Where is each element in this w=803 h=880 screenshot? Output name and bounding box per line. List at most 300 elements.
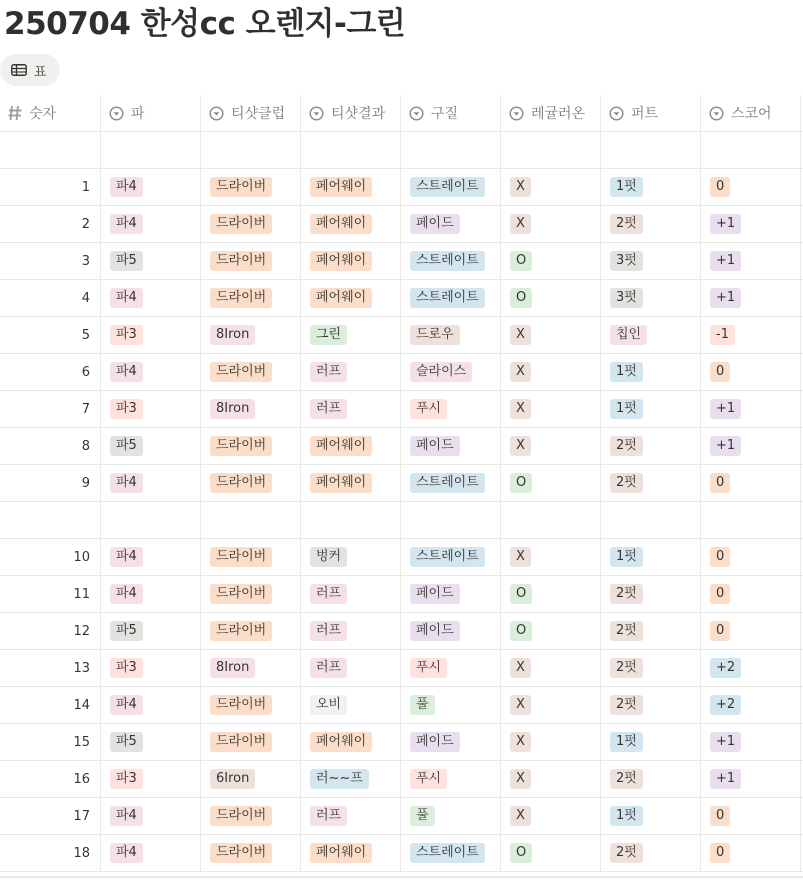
select-tag: 2펏 bbox=[610, 584, 643, 604]
table-cell[interactable] bbox=[501, 354, 601, 390]
hole-number-cell[interactable]: 18 bbox=[0, 835, 101, 871]
table-cell[interactable] bbox=[201, 169, 301, 205]
select-tag: 드라이버 bbox=[210, 547, 272, 567]
table-cell[interactable] bbox=[601, 724, 701, 760]
hole-number-cell[interactable]: 10 bbox=[0, 539, 101, 575]
table-cell[interactable] bbox=[301, 280, 401, 316]
table-cell[interactable] bbox=[701, 169, 801, 205]
table-cell[interactable] bbox=[201, 317, 301, 353]
select-tag: 페어웨이 bbox=[310, 177, 372, 197]
table-cell[interactable] bbox=[201, 465, 301, 501]
table-cell[interactable] bbox=[401, 280, 501, 316]
table-cell[interactable] bbox=[101, 835, 201, 871]
table-cell[interactable] bbox=[101, 280, 201, 316]
select-tag: 러프 bbox=[310, 806, 347, 826]
table-cell[interactable] bbox=[601, 798, 701, 834]
table-bottom-divider bbox=[0, 876, 803, 878]
select-tag: 파3 bbox=[110, 399, 143, 419]
select-tag: 파4 bbox=[110, 843, 143, 863]
select-tag: 6Iron bbox=[210, 769, 255, 789]
select-property-icon bbox=[409, 106, 424, 121]
table-cell-empty[interactable] bbox=[0, 132, 101, 168]
select-tag: 푸시 bbox=[410, 658, 447, 678]
table-cell[interactable] bbox=[201, 761, 301, 797]
select-tag: 0 bbox=[710, 843, 730, 863]
table-cell[interactable] bbox=[101, 539, 201, 575]
table-cell[interactable] bbox=[101, 206, 201, 242]
select-tag: 1펏 bbox=[610, 177, 643, 197]
select-tag: X bbox=[510, 695, 531, 715]
select-tag: 파4 bbox=[110, 547, 143, 567]
table-cell[interactable] bbox=[101, 613, 201, 649]
table-row[interactable] bbox=[0, 280, 803, 317]
select-tag: 벙커 bbox=[310, 547, 347, 567]
table-cell[interactable] bbox=[401, 465, 501, 501]
select-property-icon bbox=[609, 106, 624, 121]
hole-number-cell[interactable]: 8 bbox=[0, 428, 101, 464]
select-tag: 2펏 bbox=[610, 658, 643, 678]
select-tag: 8Iron bbox=[210, 399, 255, 419]
hole-number-cell[interactable]: 7 bbox=[0, 391, 101, 427]
select-tag: 드라이버 bbox=[210, 288, 272, 308]
hole-number-cell[interactable]: 13 bbox=[0, 650, 101, 686]
select-tag: 1펏 bbox=[610, 399, 643, 419]
select-tag: 드라이버 bbox=[210, 732, 272, 752]
select-tag: X bbox=[510, 399, 531, 419]
table-cell[interactable] bbox=[701, 613, 801, 649]
table-row[interactable] bbox=[0, 687, 803, 724]
table-row-empty[interactable] bbox=[0, 502, 803, 539]
table-cell-empty[interactable] bbox=[501, 502, 601, 538]
select-tag: 파4 bbox=[110, 695, 143, 715]
select-tag: 2펏 bbox=[610, 621, 643, 641]
select-tag: 스트레이트 bbox=[410, 547, 485, 567]
table-row[interactable] bbox=[0, 317, 803, 354]
select-tag: 러프 bbox=[310, 658, 347, 678]
column-header-4[interactable] bbox=[301, 95, 401, 131]
table-row[interactable] bbox=[0, 798, 803, 835]
table-row[interactable] bbox=[0, 206, 803, 243]
table-cell[interactable] bbox=[501, 761, 601, 797]
table-cell[interactable] bbox=[301, 798, 401, 834]
select-tag: 드라이버 bbox=[210, 436, 272, 456]
table-cell[interactable] bbox=[301, 354, 401, 390]
table-cell-empty[interactable] bbox=[701, 132, 801, 168]
table-cell[interactable] bbox=[401, 724, 501, 760]
table-cell-empty[interactable] bbox=[701, 502, 801, 538]
table-cell[interactable] bbox=[601, 613, 701, 649]
hole-number-cell[interactable]: 15 bbox=[0, 724, 101, 760]
table-row[interactable] bbox=[0, 613, 803, 650]
table-cell[interactable] bbox=[501, 428, 601, 464]
table-cell[interactable] bbox=[601, 428, 701, 464]
table-body bbox=[0, 132, 803, 872]
table-cell[interactable] bbox=[301, 391, 401, 427]
table-cell[interactable] bbox=[401, 761, 501, 797]
table-cell[interactable] bbox=[201, 428, 301, 464]
column-header-8[interactable] bbox=[701, 95, 801, 131]
select-tag: 2펏 bbox=[610, 769, 643, 789]
select-property-icon bbox=[509, 106, 524, 121]
select-tag: 파5 bbox=[110, 251, 143, 271]
select-tag: 드라이버 bbox=[210, 584, 272, 604]
table-row[interactable] bbox=[0, 576, 803, 613]
table-cell[interactable] bbox=[701, 206, 801, 242]
table-row[interactable] bbox=[0, 391, 803, 428]
table-cell[interactable] bbox=[501, 243, 601, 279]
hole-number-cell[interactable]: 4 bbox=[0, 280, 101, 316]
table-cell[interactable] bbox=[301, 835, 401, 871]
select-tag: +1 bbox=[710, 732, 741, 752]
table-cell[interactable] bbox=[201, 835, 301, 871]
column-header-label: 스코어 bbox=[731, 106, 772, 122]
table-cell[interactable] bbox=[301, 650, 401, 686]
table-cell[interactable] bbox=[201, 280, 301, 316]
select-tag: 드라이버 bbox=[210, 843, 272, 863]
table-cell[interactable] bbox=[401, 539, 501, 575]
select-tag: 페이드 bbox=[410, 214, 460, 234]
table-cell[interactable] bbox=[201, 391, 301, 427]
table-row[interactable] bbox=[0, 354, 803, 391]
table-header-row bbox=[0, 95, 803, 132]
table-cell[interactable] bbox=[301, 243, 401, 279]
select-tag: +1 bbox=[710, 288, 741, 308]
table-cell[interactable] bbox=[501, 613, 601, 649]
table-cell[interactable] bbox=[601, 650, 701, 686]
select-tag: 3펏 bbox=[610, 251, 643, 271]
table-cell[interactable] bbox=[301, 724, 401, 760]
table-cell[interactable] bbox=[501, 391, 601, 427]
table-cell[interactable] bbox=[701, 280, 801, 316]
select-tag: 페어웨이 bbox=[310, 843, 372, 863]
column-header-label: 티샷클럽 bbox=[231, 106, 286, 122]
table-cell[interactable] bbox=[501, 465, 601, 501]
table-cell[interactable] bbox=[501, 539, 601, 575]
table-cell[interactable] bbox=[501, 650, 601, 686]
select-tag: 러프 bbox=[310, 621, 347, 641]
select-tag: 2펏 bbox=[610, 695, 643, 715]
table-cell[interactable] bbox=[301, 613, 401, 649]
select-tag: X bbox=[510, 769, 531, 789]
select-tag: 파4 bbox=[110, 288, 143, 308]
select-tag: X bbox=[510, 658, 531, 678]
hole-number-cell[interactable]: 14 bbox=[0, 687, 101, 723]
select-tag: X bbox=[510, 362, 531, 382]
table-cell[interactable] bbox=[301, 576, 401, 612]
table-cell-empty[interactable] bbox=[201, 132, 301, 168]
select-tag: 페어웨이 bbox=[310, 732, 372, 752]
select-property-icon bbox=[709, 106, 724, 121]
table-cell[interactable] bbox=[601, 539, 701, 575]
select-tag: 풀 bbox=[410, 806, 435, 826]
select-tag: 파4 bbox=[110, 177, 143, 197]
select-tag: +2 bbox=[710, 695, 741, 715]
table-cell[interactable] bbox=[401, 428, 501, 464]
select-tag: +1 bbox=[710, 436, 741, 456]
table-cell[interactable] bbox=[501, 576, 601, 612]
table-cell[interactable] bbox=[601, 465, 701, 501]
select-tag: 8Iron bbox=[210, 325, 255, 345]
select-property-icon bbox=[309, 106, 324, 121]
hole-number-cell[interactable]: 11 bbox=[0, 576, 101, 612]
select-tag: 드라이버 bbox=[210, 214, 272, 234]
table-cell[interactable] bbox=[201, 687, 301, 723]
table-cell[interactable] bbox=[201, 206, 301, 242]
table-cell-empty[interactable] bbox=[201, 502, 301, 538]
table-cell[interactable] bbox=[301, 465, 401, 501]
select-tag: +2 bbox=[710, 658, 741, 678]
table-row[interactable] bbox=[0, 650, 803, 687]
select-tag: +1 bbox=[710, 251, 741, 271]
table-cell-empty[interactable] bbox=[101, 502, 201, 538]
table-row[interactable] bbox=[0, 761, 803, 798]
column-header-5[interactable] bbox=[401, 95, 501, 131]
select-tag: 페어웨이 bbox=[310, 288, 372, 308]
table-cell[interactable] bbox=[201, 613, 301, 649]
table-cell[interactable] bbox=[401, 243, 501, 279]
select-tag: 파3 bbox=[110, 658, 143, 678]
table-cell[interactable] bbox=[701, 724, 801, 760]
table-cell[interactable] bbox=[401, 169, 501, 205]
table-cell[interactable] bbox=[701, 835, 801, 871]
table-cell[interactable] bbox=[101, 169, 201, 205]
table-cell[interactable] bbox=[301, 317, 401, 353]
table-cell[interactable] bbox=[301, 169, 401, 205]
hole-number-cell[interactable]: 9 bbox=[0, 465, 101, 501]
table-cell[interactable] bbox=[701, 428, 801, 464]
table-cell[interactable] bbox=[201, 798, 301, 834]
select-tag: 2펏 bbox=[610, 214, 643, 234]
select-tag: X bbox=[510, 325, 531, 345]
table-cell[interactable] bbox=[601, 243, 701, 279]
table-cell[interactable] bbox=[501, 798, 601, 834]
table-cell[interactable] bbox=[101, 724, 201, 760]
select-tag: 드라이버 bbox=[210, 177, 272, 197]
select-tag: 그린 bbox=[310, 325, 347, 345]
select-tag: 파3 bbox=[110, 325, 143, 345]
select-tag: 8Iron bbox=[210, 658, 255, 678]
table-cell[interactable] bbox=[401, 354, 501, 390]
table-cell[interactable] bbox=[101, 354, 201, 390]
select-tag: 0 bbox=[710, 473, 730, 493]
select-property-icon bbox=[109, 106, 124, 121]
select-tag: 파4 bbox=[110, 584, 143, 604]
select-tag: 2펏 bbox=[610, 436, 643, 456]
table-cell-empty[interactable] bbox=[301, 502, 401, 538]
table-cell[interactable] bbox=[601, 835, 701, 871]
table-cell[interactable] bbox=[201, 354, 301, 390]
select-tag: 러~~프 bbox=[310, 769, 369, 789]
table-cell[interactable] bbox=[101, 687, 201, 723]
table-cell[interactable] bbox=[301, 761, 401, 797]
table-cell[interactable] bbox=[301, 687, 401, 723]
hole-number-cell[interactable]: 6 bbox=[0, 354, 101, 390]
table-cell[interactable] bbox=[401, 650, 501, 686]
table-cell[interactable] bbox=[401, 391, 501, 427]
select-tag: 파4 bbox=[110, 362, 143, 382]
table-cell[interactable] bbox=[501, 687, 601, 723]
select-tag: 스트레이트 bbox=[410, 177, 485, 197]
hole-number-cell[interactable]: 16 bbox=[0, 761, 101, 797]
table-cell[interactable] bbox=[501, 280, 601, 316]
table-cell[interactable] bbox=[101, 761, 201, 797]
table-cell[interactable] bbox=[201, 243, 301, 279]
table-row[interactable] bbox=[0, 539, 803, 576]
column-header-label: 구질 bbox=[431, 106, 459, 122]
table-cell[interactable] bbox=[701, 687, 801, 723]
select-tag: 풀 bbox=[410, 695, 435, 715]
table-icon bbox=[11, 64, 27, 76]
table-cell-empty[interactable] bbox=[601, 132, 701, 168]
table-row-empty[interactable] bbox=[0, 132, 803, 169]
table-cell[interactable] bbox=[401, 317, 501, 353]
table-cell[interactable] bbox=[101, 428, 201, 464]
select-tag: 파4 bbox=[110, 214, 143, 234]
table-cell[interactable] bbox=[101, 317, 201, 353]
table-cell-empty[interactable] bbox=[501, 132, 601, 168]
column-header-label: 레귤러온 bbox=[531, 106, 586, 122]
table-row[interactable] bbox=[0, 724, 803, 761]
table-cell[interactable] bbox=[601, 280, 701, 316]
select-tag: 페어웨이 bbox=[310, 251, 372, 271]
column-header-1[interactable] bbox=[0, 95, 101, 131]
table-cell-empty[interactable] bbox=[601, 502, 701, 538]
table-cell[interactable] bbox=[101, 798, 201, 834]
hole-number-cell[interactable]: 1 bbox=[0, 169, 101, 205]
table-cell[interactable] bbox=[601, 576, 701, 612]
table-cell[interactable] bbox=[401, 835, 501, 871]
table-cell[interactable] bbox=[301, 539, 401, 575]
table-cell[interactable] bbox=[701, 650, 801, 686]
select-tag: 2펏 bbox=[610, 843, 643, 863]
select-tag: O bbox=[510, 621, 532, 641]
hole-number-cell[interactable]: 12 bbox=[0, 613, 101, 649]
table-cell[interactable] bbox=[401, 687, 501, 723]
table-cell[interactable] bbox=[101, 576, 201, 612]
column-header-2[interactable] bbox=[101, 95, 201, 131]
column-header-label: 파 bbox=[131, 106, 145, 122]
column-header-7[interactable] bbox=[601, 95, 701, 131]
column-header-6[interactable] bbox=[501, 95, 601, 131]
table-cell[interactable] bbox=[701, 465, 801, 501]
table-cell[interactable] bbox=[701, 761, 801, 797]
select-tag: 1펏 bbox=[610, 806, 643, 826]
select-tag: 스트레이트 bbox=[410, 843, 485, 863]
table-cell[interactable] bbox=[601, 687, 701, 723]
table-cell[interactable] bbox=[701, 317, 801, 353]
select-tag: 스트레이트 bbox=[410, 251, 485, 271]
table-cell[interactable] bbox=[301, 206, 401, 242]
database-table bbox=[0, 95, 803, 872]
table-cell[interactable] bbox=[401, 798, 501, 834]
select-tag: +1 bbox=[710, 769, 741, 789]
select-tag: 러프 bbox=[310, 584, 347, 604]
table-cell[interactable] bbox=[301, 428, 401, 464]
table-cell[interactable] bbox=[101, 650, 201, 686]
select-tag: 드로우 bbox=[410, 325, 460, 345]
table-cell[interactable] bbox=[701, 391, 801, 427]
view-tab-table[interactable] bbox=[0, 54, 60, 86]
hole-number-cell[interactable]: 3 bbox=[0, 243, 101, 279]
table-cell[interactable] bbox=[701, 798, 801, 834]
table-cell[interactable] bbox=[201, 724, 301, 760]
hole-number-cell[interactable]: 5 bbox=[0, 317, 101, 353]
select-tag: 0 bbox=[710, 177, 730, 197]
table-cell[interactable] bbox=[101, 391, 201, 427]
table-cell-empty[interactable] bbox=[0, 502, 101, 538]
select-tag: 드라이버 bbox=[210, 806, 272, 826]
table-cell[interactable] bbox=[201, 539, 301, 575]
select-tag: 드라이버 bbox=[210, 621, 272, 641]
table-cell[interactable] bbox=[101, 243, 201, 279]
table-row[interactable] bbox=[0, 243, 803, 280]
table-row[interactable] bbox=[0, 465, 803, 502]
select-tag: 슬라이스 bbox=[410, 362, 472, 382]
column-header-3[interactable] bbox=[201, 95, 301, 131]
table-cell[interactable] bbox=[701, 354, 801, 390]
select-tag: 푸시 bbox=[410, 769, 447, 789]
table-cell-empty[interactable] bbox=[401, 132, 501, 168]
table-cell[interactable] bbox=[501, 835, 601, 871]
table-row[interactable] bbox=[0, 169, 803, 206]
table-cell[interactable] bbox=[601, 391, 701, 427]
table-cell[interactable] bbox=[601, 206, 701, 242]
table-cell[interactable] bbox=[401, 206, 501, 242]
table-cell[interactable] bbox=[701, 243, 801, 279]
hole-number-cell[interactable]: 2 bbox=[0, 206, 101, 242]
select-tag: -1 bbox=[710, 325, 735, 345]
select-tag: 1펏 bbox=[610, 547, 643, 567]
select-tag: 3펏 bbox=[610, 288, 643, 308]
select-tag: O bbox=[510, 288, 532, 308]
table-cell[interactable] bbox=[201, 576, 301, 612]
select-tag: 러프 bbox=[310, 362, 347, 382]
column-header-label: 퍼트 bbox=[631, 106, 659, 122]
table-cell[interactable] bbox=[601, 354, 701, 390]
table-cell[interactable] bbox=[401, 613, 501, 649]
table-cell[interactable] bbox=[501, 317, 601, 353]
select-property-icon bbox=[209, 106, 224, 121]
table-row[interactable] bbox=[0, 428, 803, 465]
table-cell-empty[interactable] bbox=[301, 132, 401, 168]
table-cell[interactable] bbox=[601, 169, 701, 205]
table-cell[interactable] bbox=[501, 724, 601, 760]
table-cell[interactable] bbox=[401, 576, 501, 612]
table-cell[interactable] bbox=[201, 650, 301, 686]
table-cell[interactable] bbox=[501, 206, 601, 242]
select-tag: 드라이버 bbox=[210, 362, 272, 382]
table-cell[interactable] bbox=[501, 169, 601, 205]
table-cell[interactable] bbox=[601, 761, 701, 797]
table-cell[interactable] bbox=[601, 317, 701, 353]
column-header-label: 티샷결과 bbox=[331, 106, 386, 122]
select-tag: 0 bbox=[710, 547, 730, 567]
select-tag: X bbox=[510, 177, 531, 197]
table-cell-empty[interactable] bbox=[401, 502, 501, 538]
select-tag: 드라이버 bbox=[210, 473, 272, 493]
hole-number-cell[interactable]: 17 bbox=[0, 798, 101, 834]
select-tag: 드라이버 bbox=[210, 251, 272, 271]
select-tag: X bbox=[510, 806, 531, 826]
select-tag: 오비 bbox=[310, 695, 347, 715]
table-row[interactable] bbox=[0, 835, 803, 872]
table-cell[interactable] bbox=[101, 465, 201, 501]
page-title[interactable]: 250704 한성cc 오렌지-그린 bbox=[4, 6, 406, 42]
table-cell[interactable] bbox=[701, 539, 801, 575]
table-cell[interactable] bbox=[701, 576, 801, 612]
table-cell-empty[interactable] bbox=[101, 132, 201, 168]
select-tag: 파3 bbox=[110, 769, 143, 789]
